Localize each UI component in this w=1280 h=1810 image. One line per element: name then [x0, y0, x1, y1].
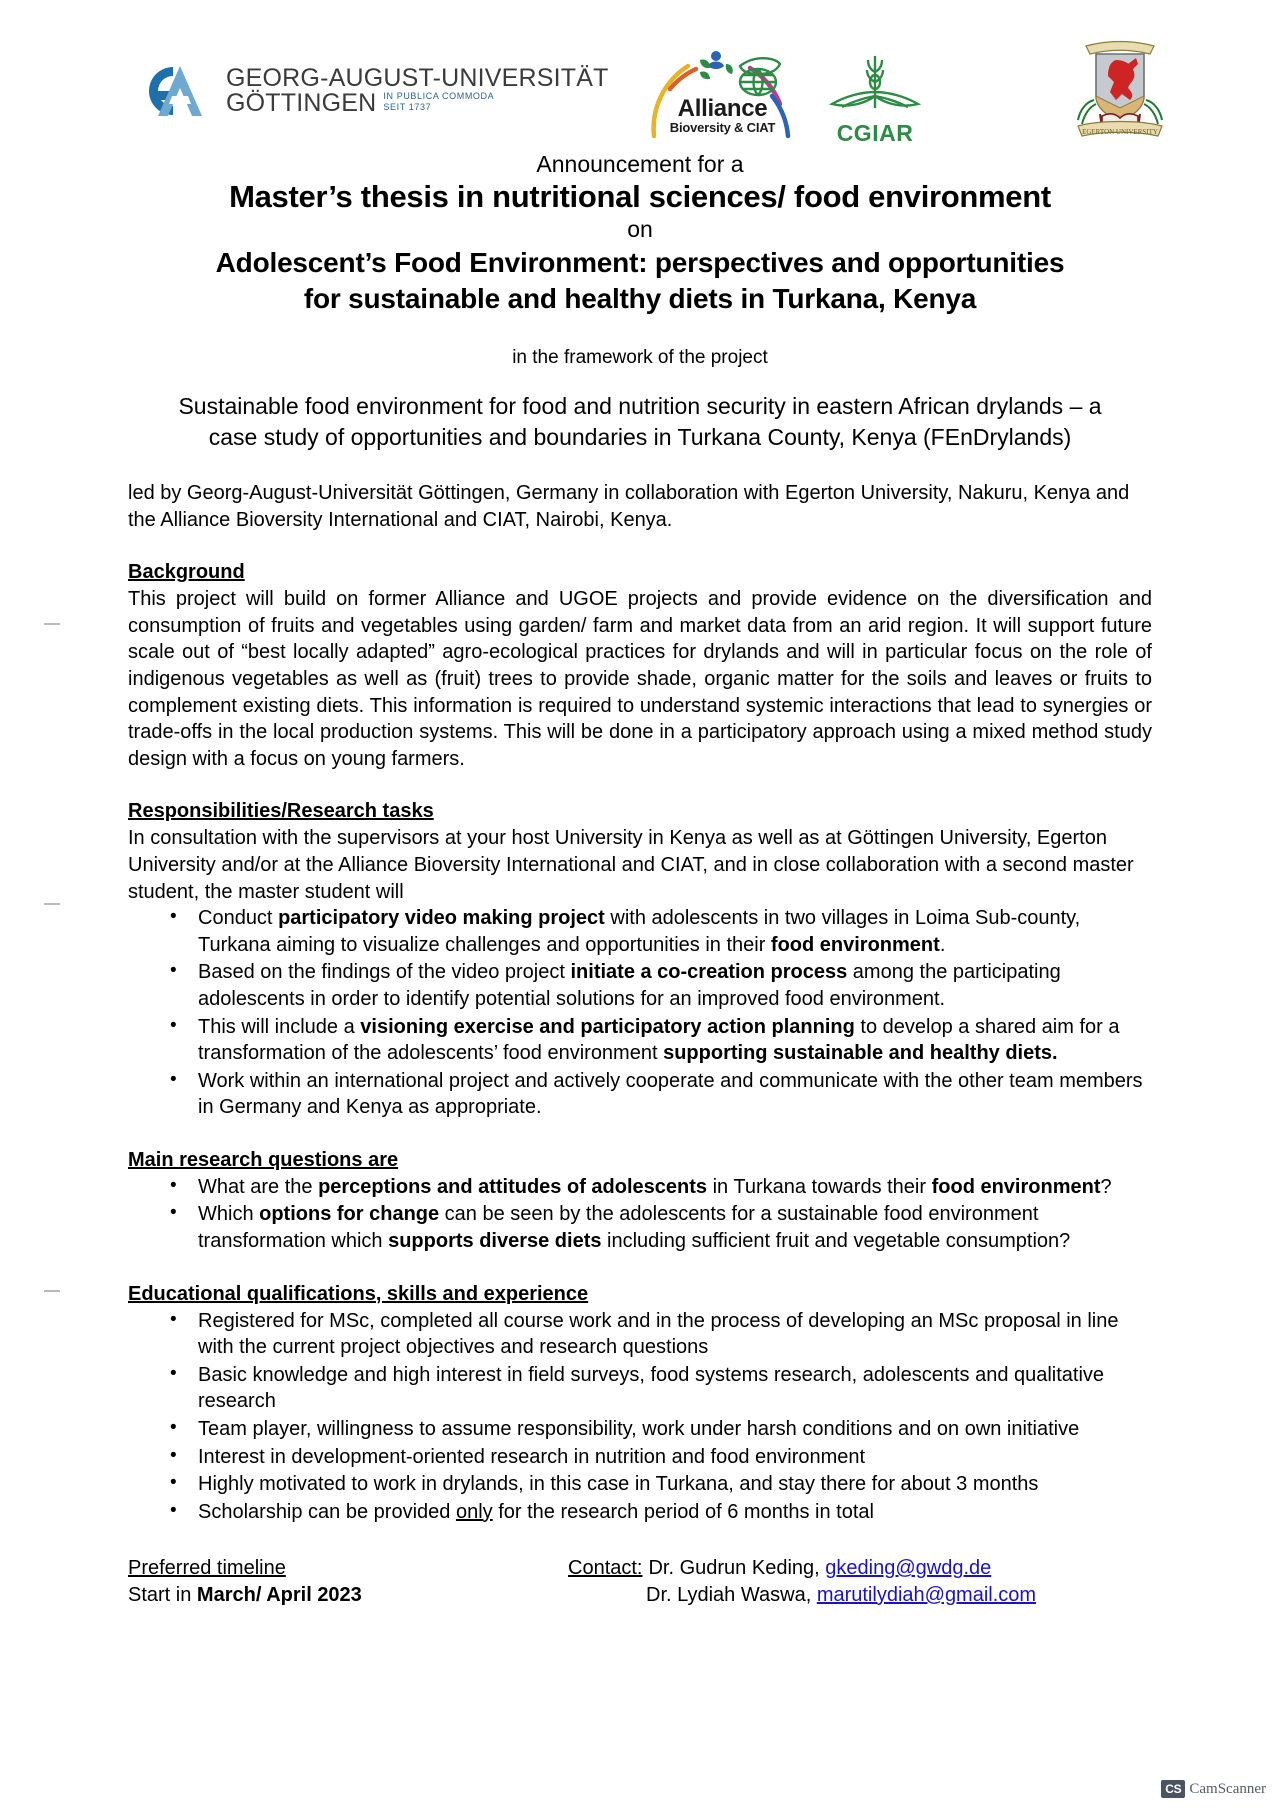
thesis-subject-line2: for sustainable and healthy diets in Turkana, Kenya: [303, 282, 977, 314]
page-title: Master’s thesis in nutritional sciences/ food environment: [229, 179, 1051, 215]
alliance-subtitle: Bioversity & CIAT: [669, 120, 776, 136]
framework-label: in the framework of the project: [512, 346, 768, 368]
timeline-heading: Preferred timeline: [128, 1557, 286, 1580]
contact-row-1: [568, 1555, 1152, 1582]
sprout-person-icon: [700, 51, 733, 79]
contact-email-1[interactable]: gkeding@gwdg.de: [825, 1557, 992, 1580]
scan-artifact: [44, 623, 60, 625]
qualifications-heading: Educational qualifications, skills and experience: [128, 1282, 589, 1305]
ugoe-year: SEIT 1737: [383, 102, 432, 113]
scan-artifact: [44, 903, 60, 905]
ugoe-line1: GEORG-AUGUST-UNIVERSITÄT: [226, 63, 609, 92]
list-item: • Based on the findings of the video project initiate a co-creation process among the participating adolescents in order to identify potential solutions for an improved food environment.: [162, 959, 1152, 1012]
list-item: • Basic knowledge and high interest in field surveys, food systems research, adolescents and qualitative research: [162, 1362, 1152, 1415]
egerton-university-coat-of-arms: [1072, 38, 1168, 142]
cgiar-logo: [820, 52, 930, 146]
list-item: • Registered for MSc, completed all course work and in the process of developing an MSc proposal in line with the current project objectives and research questions: [162, 1308, 1152, 1361]
list-item: • This will include a visioning exercise and participatory action planning to develop a shared aim for a transformation of the adolescents’ food environment supporting sustainable and healthy diets.: [162, 1014, 1152, 1067]
qualifications-list: [128, 1308, 1152, 1526]
research-questions-section: [128, 1147, 1152, 1255]
project-title: [128, 391, 1152, 453]
thesis-subject-line1: Adolescent’s Food Environment: perspectives and opportunities: [215, 247, 1065, 279]
contact-name-2: Dr. Lydiah Waswa,: [646, 1584, 812, 1606]
goettingen-wordmark: [226, 63, 609, 117]
ugoe-line2: GÖTTINGEN: [226, 89, 377, 117]
list-item: • What are the perceptions and attitudes of adolescents in Turkana towards their food environment?: [162, 1174, 1152, 1201]
goettingen-university-logo: [128, 58, 609, 124]
led-by-text: led by Georg-August-Universität Göttingen, Germany in collaboration with Egerton University, Nakuru, Kenya and the Alliance Bioversity International and CIAT, Nairobi, Kenya.: [128, 482, 1130, 531]
cgiar-wordmark: CGIAR: [836, 120, 914, 146]
responsibilities-list: [128, 905, 1152, 1121]
camscanner-watermark: [1161, 1780, 1266, 1798]
timeline-value: March/ April 2023: [196, 1584, 362, 1606]
responsibilities-intro: In consultation with the supervisors at your host University in Kenya as well as at Göttingen University, Egerton University and/or at the Alliance Bioversity International and CIAT, and in close collaboration with a second master student, the master student will: [128, 827, 1134, 903]
contact-row-2: [568, 1582, 1152, 1609]
ga-monogram-icon: [128, 58, 214, 124]
timeline-value-row: Start in March/ April 2023: [128, 1584, 362, 1606]
list-item: • Work within an international project and actively cooperate and communicate with the other team members in Germany and Kenya as appropriate.: [162, 1068, 1152, 1121]
contact-email-2[interactable]: marutilydiah@gmail.com: [816, 1584, 1037, 1606]
qualifications-section: [128, 1281, 1152, 1526]
project-title-line2: case study of opportunities and boundaries in Turkana County, Kenya (FEnDrylands): [208, 423, 1072, 450]
camscanner-badge-icon: CS: [1161, 1780, 1185, 1798]
footer-section: [128, 1555, 1152, 1608]
alliance-name: Alliance: [677, 95, 768, 122]
timeline-block: [128, 1555, 568, 1608]
contact-label: Contact:: [568, 1557, 643, 1580]
project-title-line1: Sustainable food environment for food and nutrition security in eastern African drylands – a: [178, 392, 1102, 419]
list-item: • Interest in development-oriented research in nutrition and food environment: [162, 1444, 1152, 1471]
list-item: • Highly motivated to work in drylands, in this case in Turkana, and stay there for about 3 months: [162, 1471, 1152, 1498]
research-questions-list: [128, 1174, 1152, 1255]
research-questions-heading: Main research questions are: [128, 1148, 399, 1171]
background-heading: Background: [128, 561, 245, 584]
contact-block: [568, 1555, 1152, 1608]
background-section: [128, 559, 1152, 772]
camscanner-label: CamScanner: [1189, 1780, 1266, 1797]
title-connector: on: [627, 216, 653, 243]
list-item: • Which options for change can be seen by the adolescents for a sustainable food environment transformation which supports diverse diets including sufficient fruit and vegetable consumption?: [162, 1201, 1152, 1254]
responsibilities-section: [128, 798, 1152, 1121]
responsibilities-heading: Responsibilities/Research tasks: [128, 800, 434, 823]
document-content: [128, 150, 1152, 1609]
ugoe-motto: IN PUBLICA COMMODA: [383, 91, 495, 101]
list-item: • Conduct participatory video making project with adolescents in two villages in Loima Sub-county, Turkana aiming to visualize challenges and opportunities in their food environment.: [162, 905, 1152, 958]
background-text: This project will build on former Alliance and UGOE projects and provide evidence on the diversification and consumption of fruits and vegetables using garden/ farm and market data from an arid region. It will support future scale out of “best locally adapted” agro-ecological practices for drylands and will in particular focus on the role of indigenous vegetables as well as (fruit) trees to provide shade, organic matter for the soils and leaves or fruits to complement existing diets. This information is required to understand systemic interactions that lead to synergies or trade-offs in the local production systems. This will be done in a participatory approach using a mixed method study design with a focus on young farmers.: [128, 588, 1152, 770]
list-item-scholarship: • Scholarship can be provided only for the research period of 6 months in total: [162, 1499, 1152, 1526]
cgiar-wheat-icon: [820, 52, 930, 114]
logo-bar: [0, 18, 1280, 146]
announcement-prefix: Announcement for a: [536, 151, 744, 177]
scan-artifact: [44, 1290, 60, 1292]
svg-text:EGERTON UNIVERSITY: EGERTON UNIVERSITY: [1082, 128, 1158, 136]
list-item: • Team player, willingness to assume responsibility, work under harsh conditions and on own initiative: [162, 1416, 1152, 1443]
contact-name-1: Dr. Gudrun Keding,: [648, 1557, 820, 1580]
alliance-bioversity-ciat-logo: [640, 44, 805, 140]
